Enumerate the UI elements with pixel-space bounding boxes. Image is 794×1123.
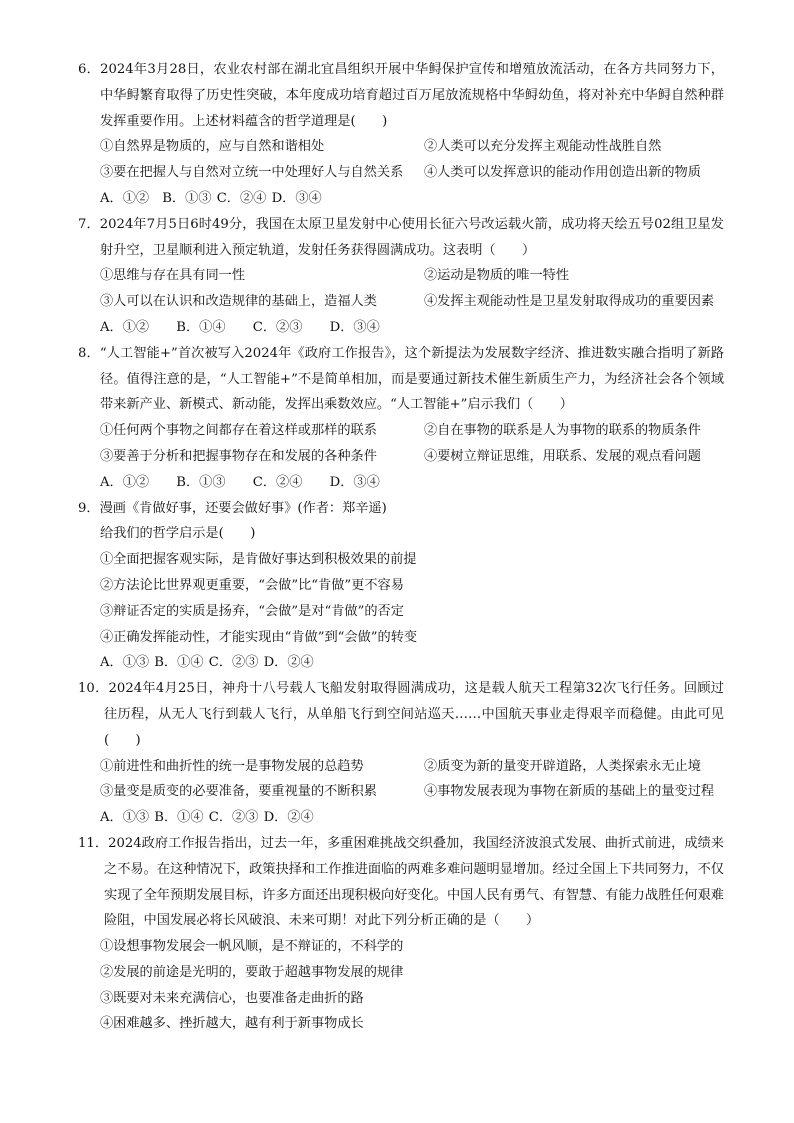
option-2: ②质变为新的量变开辟道路，人类探索永无止境 xyxy=(424,758,701,774)
option-1: ①全面把握客观实际，是肯做好事达到积极效果的前提 xyxy=(100,552,417,568)
question-stem: 9．漫画《肯做好事，还要会做好事》(作者：郑辛遥) xyxy=(78,500,387,516)
answer-b: B．①④ xyxy=(176,319,226,335)
option-1: ①设想事物发展会一帆风顺，是不辩证的，不科学的 xyxy=(100,939,404,955)
options-row xyxy=(78,263,724,289)
question-10 xyxy=(78,676,724,831)
option-2: ②运动是物质的唯一特性 xyxy=(424,268,570,284)
question-stem: 11．2024政府工作报告指出，过去一年，多重困难挑战交织叠加，我国经济波浪式发展、曲折式前进，成绩来之不易。在这种情况下，政策抉择和工作推进面临的两难多难问题明显增加。经过全国上下共同努力，不仅实现了全年预期发展目标，许多方面还出现积极向好变化。中国人民有勇气、有智慧、有能力战胜任何艰难险阻，中国发展必将长风破浪、未来可期！对此下列分析正确的是（ ） xyxy=(78,835,724,929)
question-stem: 6．2024年3月28日，农业农村部在湖北宜昌组织开展中华鲟保护宣传和增殖放流活动，在各方共同努力下，中华鲟繁育取得了历史性突破，本年度成功培育超过百万尾放流规格中华鲟幼鱼，将对补充中华鲟自然种群发挥重要作用。上述材料蕴含的哲学道理是( ) xyxy=(78,62,724,129)
options-row xyxy=(78,160,724,186)
option-3: ③人可以在认识和改造规律的基础上，造福人类 xyxy=(100,294,377,310)
answer-choices: A．①③ B．①④ C．②③ D．②④ xyxy=(100,810,314,826)
option-2: ②人类可以充分发挥主观能动性战胜自然 xyxy=(424,139,662,155)
question-subprompt: 给我们的哲学启示是( ) xyxy=(100,526,256,542)
option-3: ③要在把握人与自然对立统一中处理好人与自然关系 xyxy=(100,165,404,181)
option-2: ②发展的前途是光明的，要敢于超越事物发展的规律 xyxy=(100,964,404,980)
option-4: ④发挥主观能动性是卫星发射取得成功的重要因素 xyxy=(424,294,715,310)
question-6 xyxy=(78,57,724,212)
answer-a: A．①② xyxy=(100,319,150,335)
question-9 xyxy=(78,496,724,677)
answer-a: A．①② xyxy=(100,474,150,490)
question-stem: 8．“人工智能+”首次被写入2024年《政府工作报告》，这个新提法为发展数字经济、推进数实融合指明了新路径。值得注意的是，“人工智能+”不是简单相加，而是要通过新技术催生新质生产力，为经济社会各个领域带来新产业、新模式、新动能，发挥出乘数效应。“人工智能+”启示我们（ ） xyxy=(78,345,724,413)
options-row xyxy=(78,779,724,805)
option-3: ③要善于分析和把握事物存在和发展的各种条件 xyxy=(100,448,377,464)
option-1: ①思维与存在具有同一性 xyxy=(100,268,246,284)
option-1: ①自然界是物质的，应与自然和谐相处 xyxy=(100,139,325,155)
question-11 xyxy=(78,831,724,1037)
option-3: ③既要对未来充满信心，也要准备走曲折的路 xyxy=(100,990,364,1006)
answer-d: D．③④ xyxy=(329,319,380,335)
answer-c: C．②③ xyxy=(252,319,303,335)
options-row xyxy=(78,134,724,160)
answer-choices xyxy=(78,470,724,496)
question-stem: 7．2024年7月5日6时49分，我国在太原卫星发射中心使用长征六号改运载火箭，成功将天绘五号02组卫星发射升空，卫星顺利进入预定轨道，发射任务获得圆满成功。这表明（ ） xyxy=(78,216,724,258)
question-stem: 10．2024年4月25日，神舟十八号载人飞船发射取得圆满成功，这是载人航天工程第32次飞行任务。回顾过往历程，从无人飞行到载人飞行，从单船飞行到空间站巡天……中国航天事业走得艰辛而稳健。由此可见( ) xyxy=(78,681,724,748)
option-1: ①任何两个事物之间都存在着这样或那样的联系 xyxy=(100,423,377,439)
question-7 xyxy=(78,212,724,341)
option-4: ④要树立辩证思维，用联系、发展的观点看问题 xyxy=(424,448,701,464)
option-4: ④人类可以发挥意识的能动作用创造出新的物质 xyxy=(424,165,701,181)
option-3: ③量变是质变的必要准备，要重视量的不断积累 xyxy=(100,784,377,800)
option-2: ②自在事物的联系是人为事物的联系的物质条件 xyxy=(424,423,701,439)
option-1: ①前进性和曲折性的统一是事物发展的总趋势 xyxy=(100,758,364,774)
question-8 xyxy=(78,341,724,496)
answer-choices: A．①② B．①③ C．②④ D．③④ xyxy=(100,190,322,206)
option-4: ④正确发挥能动性，才能实现由“肯做”到“会做”的转变 xyxy=(100,629,418,645)
option-4: ④困难越多、挫折越大，越有利于新事物成长 xyxy=(100,1016,364,1032)
option-3: ③辩证否定的实质是扬弃，“会做”是对“肯做”的否定 xyxy=(100,603,404,619)
options-row xyxy=(78,289,724,315)
answer-choices xyxy=(78,315,724,341)
answer-choices: A．①③ B．①④ C．②③ D．②④ xyxy=(100,655,314,671)
answer-d: D．③④ xyxy=(329,474,380,490)
option-2: ②方法论比世界观更重要，“会做”比“肯做”更不容易 xyxy=(100,577,404,593)
options-row xyxy=(78,418,724,444)
options-row xyxy=(78,754,724,780)
option-4: ④事物发展表现为事物在新质的基础上的量变过程 xyxy=(424,784,715,800)
answer-c: C．②④ xyxy=(252,474,303,490)
answer-b: B．①③ xyxy=(176,474,226,490)
options-row xyxy=(78,444,724,470)
